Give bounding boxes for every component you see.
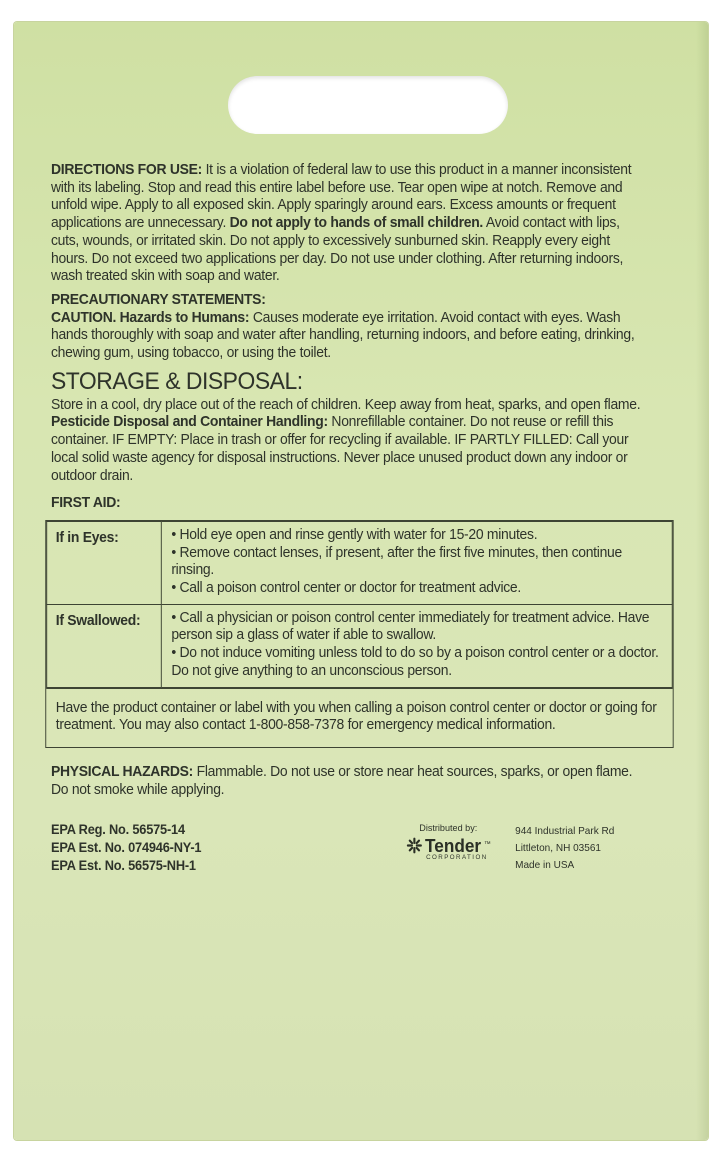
first-aid-heading: FIRST AID: xyxy=(51,495,121,512)
made-in-label: Made in USA xyxy=(515,859,575,872)
swallowed-item: • Call a physician or poison control center immediately for treatment advice. Have person sip a glass of water if able to swallow. xyxy=(171,609,650,644)
card-edge-shadow xyxy=(696,22,708,1140)
product-card-back xyxy=(14,22,708,1140)
precautionary-section xyxy=(51,310,643,363)
swallowed-item: • Do not induce vomiting unless told to do so by a poison control center or a doctor. Do not give anything to an unconscious person. xyxy=(171,645,659,679)
precautionary-heading: PRECAUTIONARY STATEMENTS: xyxy=(51,291,266,308)
caution-label: CAUTION. Hazards to Humans: xyxy=(51,309,250,326)
directions-text-1: It is a violation of federal law to use this product in a manner inconsistent with its labeling. Stop and read this entire label before use. Tear open wipe at notch. Remove and unfold wipe. Apply to all exposed skin. Apply sparingly around ears. Excess amounts or frequent applications are unnecessary. xyxy=(51,162,632,232)
starburst-icon xyxy=(406,837,422,854)
first-aid-box xyxy=(45,520,673,748)
distributed-by-label: Distributed by: xyxy=(419,823,478,835)
directions-section xyxy=(51,162,643,286)
footer-info xyxy=(51,821,643,891)
storage-heading: STORAGE & DISPOSAL: xyxy=(51,367,303,395)
physical-hazards xyxy=(51,764,643,799)
distributor-block xyxy=(391,823,506,864)
physical-hazards-label: PHYSICAL HAZARDS: xyxy=(51,763,193,780)
eyes-instructions xyxy=(161,521,672,604)
physical-hazards-text: Flammable. Do not use or store near heat sources, sparks, or open flame. Do not smoke while applying. xyxy=(51,763,633,798)
address-line-2: Littleton, NH 03561 xyxy=(515,842,601,855)
epa-est-no: EPA Est. No. 56575-NH-1 xyxy=(51,858,196,874)
directions-bold-warning: Do not apply to hands of small children. xyxy=(229,215,484,232)
first-aid-row-swallowed xyxy=(47,604,673,687)
storage-section xyxy=(51,397,643,486)
hang-hole xyxy=(228,76,508,134)
label-content xyxy=(51,162,659,891)
epa-numbers xyxy=(51,821,201,875)
epa-est-no: EPA Est. No. 074946-NY-1 xyxy=(51,840,202,856)
eyes-label: If in Eyes: xyxy=(47,521,162,604)
first-aid-row-eyes xyxy=(47,521,673,604)
tender-logo-text: Tender xyxy=(425,835,482,856)
address-line-1: 944 Industrial Park Rd xyxy=(515,825,615,838)
first-aid-table xyxy=(46,521,672,688)
disposal-label: Pesticide Disposal and Container Handling: xyxy=(51,414,328,431)
swallowed-label: If Swallowed: xyxy=(47,604,162,687)
swallowed-instructions xyxy=(161,604,672,687)
directions-text-2: Avoid contact with lips, cuts, wounds, or irritated skin. Do not apply to excessively sunburned skin. Reapply every eight hours. Do not exceed two applications per day. Do not use under clothing. After returning indoors, wash treated skin with soap and water. xyxy=(51,215,624,285)
directions-heading: DIRECTIONS FOR USE: xyxy=(51,162,202,178)
caution-text: Causes moderate eye irritation. Avoid contact with eyes. Wash hands thoroughly with soap and water after handling, returning indoors, and before eating, drinking, chewing gum, using tobacco, or using the toilet. xyxy=(51,309,635,362)
distributor-address xyxy=(515,823,614,874)
eyes-item: • Hold eye open and rinse gently with water for 15-20 minutes. xyxy=(171,526,538,543)
first-aid-note: Have the product container or label with you when calling a poison control center or doctor or going for treatment. You may also contact 1-800-858-7378 for emergency medical information. xyxy=(46,688,672,747)
eyes-item: • Remove contact lenses, if present, after the first five minutes, then continue rinsing. xyxy=(171,544,622,579)
storage-text-1: Store in a cool, dry place out of the reach of children. Keep away from heat, sparks, and open flame. xyxy=(51,396,641,413)
storage-text-2: Nonrefillable container. Do not reuse or refill this container. IF EMPTY: Place in trash or offer for recycling if available. IF PARTLY FILLED: Call your local solid waste agency for disposal instructions. Never place unused product down any indoor or outdoor drain. xyxy=(51,414,629,484)
tender-logo-subtitle: CORPORATION xyxy=(426,854,488,862)
eyes-item: • Call a poison control center or doctor for treatment advice. xyxy=(171,580,521,597)
epa-reg-no: EPA Reg. No. 56575-14 xyxy=(51,822,185,838)
tender-logo-tm: ™ xyxy=(483,841,491,849)
